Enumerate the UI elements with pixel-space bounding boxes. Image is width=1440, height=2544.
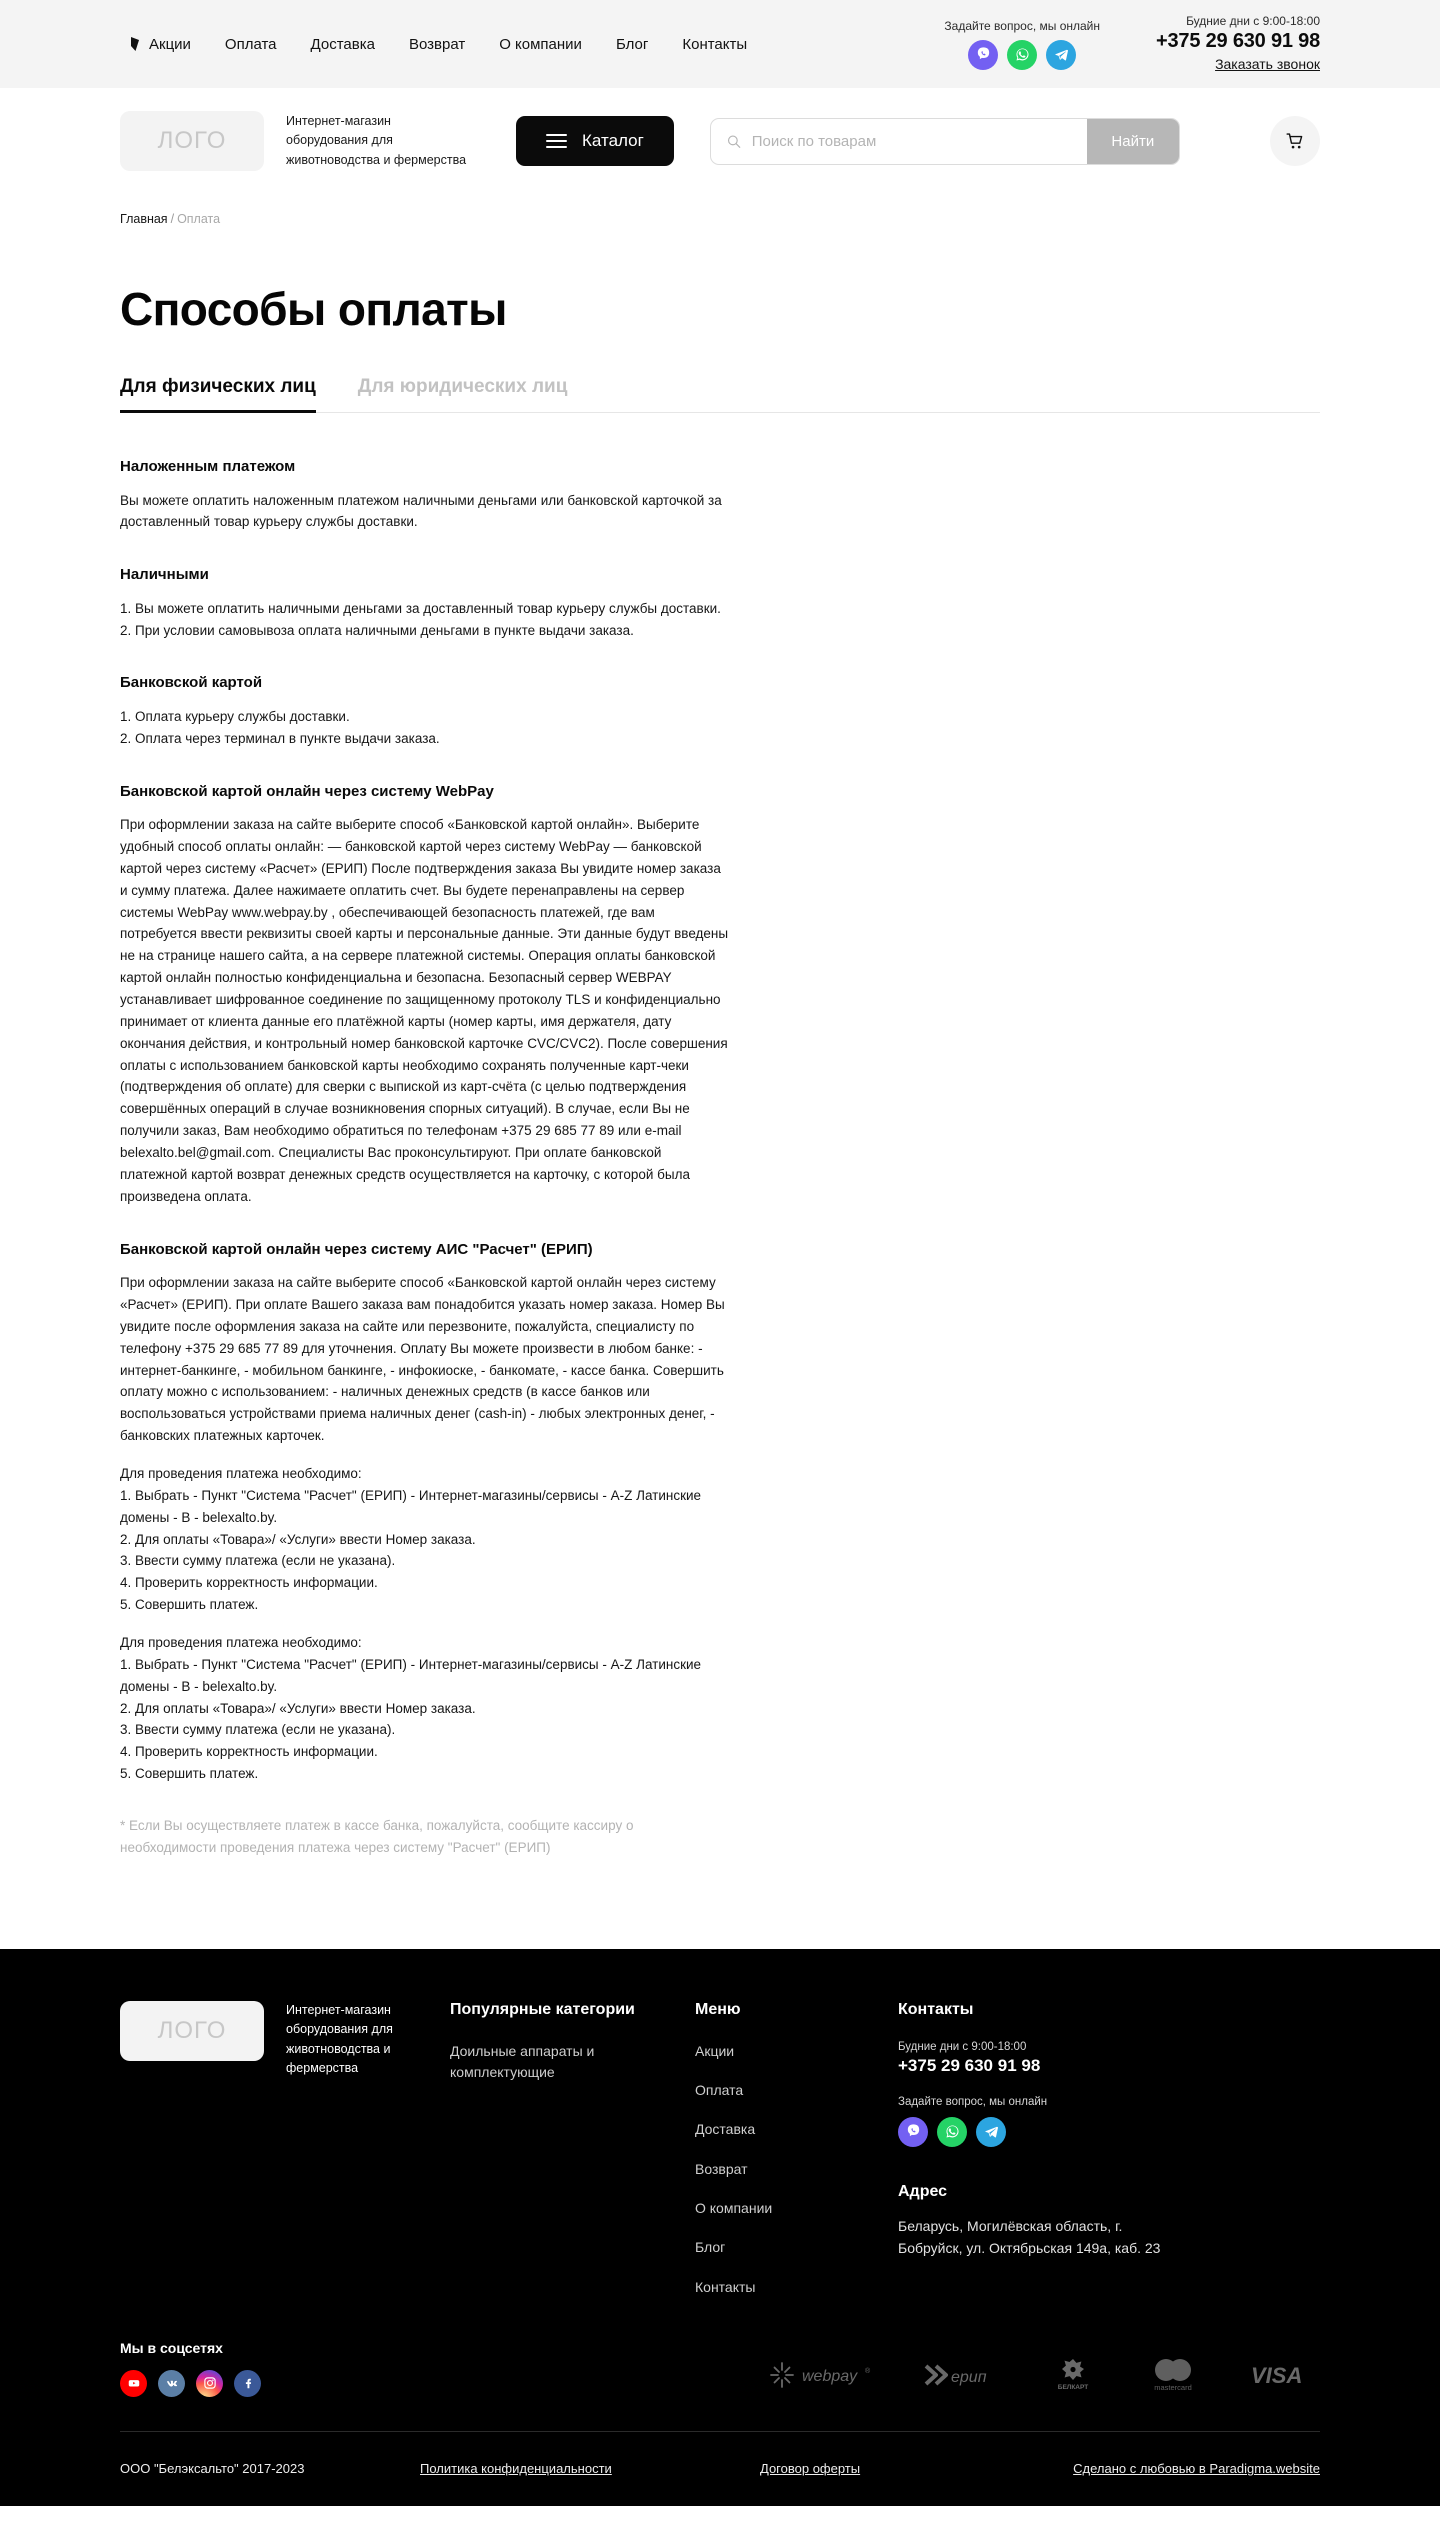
footer-privacy-wrap bbox=[420, 2461, 760, 2476]
search-field bbox=[711, 119, 1087, 164]
footer-bottom-bar bbox=[120, 2432, 1320, 2506]
svg-text:mastercard: mastercard bbox=[1154, 2382, 1192, 2392]
logo[interactable]: ЛОГО bbox=[120, 111, 264, 171]
nav-item-return[interactable]: Возврат bbox=[408, 35, 466, 53]
section-title-card: Банковской картой bbox=[120, 674, 263, 692]
section-text-webpay: При оформлении заказа на сайте выберите способ «Банковской картой онлайн». Выберите удобный способ оплаты онлайн: — банковской картой через систему WebPay — банковской картой через систему «Расчет» (ЕРИП) После подтверждения заказа Вы увидите номер заказа и сумму платежа. Далее нажимаете оплатить счет. Вы будете перенаправлены на сервер системы WebPay www.webpay.by , обеспечивающей безопасность платежей, где вам потребуется ввести реквизиты своей карты и персональные данные. Эти данные будут введены не на странице нашего сайта, а на сервере платежной системы. Операция оплаты банковской картой онлайн полностью конфиденциальна и безопасна. Безопасный сервер WEBPAY устанавливает шифрованное соединение по защищенному протоколу TLS и конфиденциально принимает от клиента данные его платёжной карты (номер карты, имя держателя, дату окончания действия, и контрольный номер банковской карточке CVC/CVC2). После совершения оплаты с использованием банковской карты необходимо сохранять полученные карт-чеки (подтверждения об оплате) для сверки с выпиской из карт-счёта (с целью подтверждения совершённых операций в случае возникновения спорных ситуаций). В случае, если Вы не получили заказ, Вам необходимо обратиться по телефонам +375 29 685 77 89 или e-mail belexalto.bel@gmail.com. Специалисты Вас проконсультируют. При оплате банковской платежной картой возврат денежных средств осуществляется на карточку, с которой была произведена оплата. bbox=[120, 817, 729, 1204]
site-header bbox=[0, 88, 1440, 194]
footer-contacts-heading: Контакты bbox=[898, 2000, 974, 2018]
messenger-buttons bbox=[944, 40, 1100, 70]
footer-messenger-buttons bbox=[898, 2117, 1188, 2147]
section-note-erip: * Если Вы осуществляете платеж в кассе банка, пожалуйста, сообщите кассиру о необходимости проведения платежа через систему "Расчет" (ЕРИП) bbox=[120, 1818, 634, 1855]
footer-brand bbox=[120, 2001, 450, 2316]
phone-block bbox=[1156, 14, 1320, 74]
footer-menu-column bbox=[695, 2001, 898, 2316]
footer-telegram-button[interactable] bbox=[976, 2117, 1006, 2147]
search-icon bbox=[727, 134, 741, 149]
footer-offer-wrap bbox=[760, 2461, 1000, 2476]
nav-item-payment[interactable]: Оплата bbox=[224, 35, 277, 53]
main-content bbox=[0, 194, 1440, 1949]
section-text-cod: Вы можете оплатить наложенным платежом наличными деньгами или банковской карточкой за доставленный товар курьеру службы доставки. bbox=[120, 492, 722, 530]
webpay-logo bbox=[766, 2360, 876, 2390]
visa-logo bbox=[1250, 2362, 1320, 2388]
topbar bbox=[0, 0, 1440, 88]
cart-icon bbox=[1285, 131, 1306, 152]
facebook-icon bbox=[241, 2376, 255, 2390]
payment-methods-content bbox=[120, 413, 732, 1859]
footer-social-links bbox=[120, 2370, 261, 2397]
section-text-card: 1. Оплата курьеру службы доставки. 2. Оплата через терминал в пункте выдачи заказа. bbox=[120, 708, 440, 746]
instagram-button[interactable] bbox=[196, 2370, 223, 2397]
mastercard-logo bbox=[1144, 2357, 1202, 2393]
tab-legal-entities[interactable]: Для юридических лиц bbox=[358, 376, 568, 412]
nav-item-blog[interactable]: Блог bbox=[615, 35, 649, 53]
viber-icon bbox=[975, 46, 992, 63]
footer-categories-heading: Популярные категории bbox=[450, 2000, 635, 2018]
footer-phone-link[interactable]: +375 29 630 91 98 bbox=[898, 2055, 1041, 2075]
tag-icon bbox=[130, 37, 142, 51]
footer-menu-item-payment[interactable]: Оплата bbox=[695, 2082, 744, 2099]
catalog-button[interactable] bbox=[516, 116, 674, 166]
nav-item-contacts[interactable]: Контакты bbox=[682, 35, 748, 53]
catalog-button-label: Каталог bbox=[582, 131, 644, 150]
footer-categories-column bbox=[450, 2001, 695, 2316]
footer-whatsapp-button[interactable] bbox=[937, 2117, 967, 2147]
footer-tagline: Интернет-магазин оборудования для животноводства и фермерства bbox=[286, 2002, 393, 2075]
phone-link[interactable]: +375 29 630 91 98 bbox=[1156, 30, 1320, 52]
svg-text:VISA: VISA bbox=[1251, 2362, 1303, 2388]
section-steps-erip-2: Для проведения платежа необходимо: 1. Выбрать - Пункт "Система "Расчет" (ЕРИП) - Интернет-магазины/сервисы - A-Z Латинские домены - B - belexalto.by. 2. Для оплаты «Товара»/ «Услуги» ввести Номер заказа. 3. Ввести сумму платежа (если не указана). 4. Проверить корректность информации. 5. Совершить платеж. bbox=[120, 1635, 702, 1782]
youtube-button[interactable] bbox=[120, 2370, 147, 2397]
nav-item-about[interactable]: О компании bbox=[499, 35, 582, 53]
erip-logo-icon bbox=[924, 2362, 1002, 2388]
telegram-icon bbox=[983, 2123, 1000, 2140]
tab-individuals[interactable]: Для физических лиц bbox=[120, 376, 316, 412]
callback-link[interactable]: Заказать звонок bbox=[1215, 56, 1320, 72]
footer-social-heading: Мы в соцсетях bbox=[120, 2339, 223, 2356]
ask-block bbox=[944, 19, 1100, 70]
footer-privacy-link[interactable]: Политика конфиденциальности bbox=[420, 2461, 612, 2477]
footer-address: Беларусь, Могилёвская область, г. Бобруйск, ул. Октябрьская 149а, каб. 23 bbox=[898, 2217, 1161, 2257]
footer-ask-label: Задайте вопрос, мы онлайн bbox=[898, 2095, 1048, 2108]
footer-madeby-wrap bbox=[1073, 2461, 1320, 2476]
belkart-logo bbox=[1050, 2358, 1096, 2392]
payment-logos bbox=[766, 2357, 1320, 2397]
belkart-logo-icon bbox=[1050, 2358, 1096, 2392]
section-title-cash: Наличными bbox=[120, 566, 209, 584]
section-text-erip: При оформлении заказа на сайте выберите способ «Банковской картой онлайн через систему «Расчет» (ЕРИП). При оплате Вашего заказа вам понадобится указать номер заказа. Номер Вы увидите после оформления заказа на сайте или перезвоните, пожалуйста, специалисту по телефону +375 29 685 77 89 для уточнения. Оплату Вы можете произвести в любом банке: - интернет-банкинге, - мобильном банкинге, - инфокиоске, - банкомате, - кассе банка. Совершить оплату можно с использованием: - наличных денежных средств (в кассе банков или воспользоваться устройствами приема наличных денег (cash-in) - любых электронных денег, - банковских платежных карточек. bbox=[120, 1275, 725, 1444]
footer-menu-item-about[interactable]: О компании bbox=[695, 2199, 773, 2216]
whatsapp-icon bbox=[944, 2123, 961, 2140]
breadcrumb-current: Оплата bbox=[177, 212, 221, 226]
nav-item-promo[interactable] bbox=[130, 36, 191, 53]
instagram-icon bbox=[203, 2376, 217, 2390]
mastercard-logo-icon bbox=[1144, 2357, 1202, 2393]
svg-text:webpay: webpay bbox=[802, 2367, 858, 2385]
visa-logo-icon bbox=[1250, 2362, 1320, 2388]
header-tagline: Интернет-магазин оборудования для животноводства и фермерства bbox=[286, 113, 467, 167]
footer-category-link[interactable]: Доильные аппараты и комплектующие bbox=[450, 2042, 595, 2080]
search-submit-button[interactable]: Найти bbox=[1087, 119, 1179, 164]
vk-button[interactable] bbox=[158, 2370, 185, 2397]
telegram-icon bbox=[1053, 46, 1070, 63]
footer-menu-item-contacts[interactable]: Контакты bbox=[695, 2278, 756, 2295]
footer-working-hours: Будние дни с 9:00-18:00 bbox=[898, 2040, 1027, 2053]
footer-menu-item-blog[interactable]: Блог bbox=[695, 2239, 726, 2256]
viber-icon bbox=[905, 2123, 922, 2140]
footer-logo[interactable]: ЛОГО bbox=[120, 2001, 264, 2061]
youtube-icon bbox=[127, 2376, 141, 2390]
facebook-button[interactable] bbox=[234, 2370, 261, 2397]
nav-item-promo-label: Акции bbox=[149, 35, 191, 53]
top-navigation bbox=[130, 36, 747, 53]
section-steps-erip-1: Для проведения платежа необходимо: 1. Выбрать - Пункт "Система "Расчет" (ЕРИП) - Интернет-магазины/сервисы - A-Z Латинские домены - B - belexalto.by. 2. Для оплаты «Товара»/ «Услуги» ввести Номер заказа. 3. Ввести сумму платежа (если не указана). 4. Проверить корректность информации. 5. Совершить платеж. bbox=[120, 1466, 702, 1613]
whatsapp-icon bbox=[1014, 46, 1031, 63]
vk-icon bbox=[164, 2376, 179, 2391]
whatsapp-button[interactable] bbox=[1007, 40, 1037, 70]
viber-button[interactable] bbox=[968, 40, 998, 70]
section-title-webpay: Банковской картой онлайн через систему WebPay bbox=[120, 782, 494, 800]
svg-text:ерип: ерип bbox=[951, 2368, 987, 2386]
footer-viber-button[interactable] bbox=[898, 2117, 928, 2147]
breadcrumb-home[interactable]: Главная bbox=[120, 212, 168, 226]
ask-label: Задайте вопрос, мы онлайн bbox=[944, 18, 1101, 33]
footer-menu-heading: Меню bbox=[695, 2000, 741, 2018]
section-title-cod: Наложенным платежом bbox=[120, 458, 296, 475]
telegram-button[interactable] bbox=[1046, 40, 1076, 70]
search-input[interactable] bbox=[752, 133, 1071, 150]
topbar-right bbox=[944, 0, 1320, 88]
cart-button[interactable] bbox=[1270, 116, 1320, 166]
footer-madeby-link[interactable]: Сделано с любовью в Paradigma.website bbox=[1073, 2461, 1320, 2477]
breadcrumb-separator: / bbox=[170, 212, 175, 226]
working-hours: Будние дни с 9:00-18:00 bbox=[1186, 14, 1320, 28]
svg-text:БЕЛКАРТ: БЕЛКАРТ bbox=[1057, 2383, 1089, 2391]
nav-item-delivery[interactable]: Доставка bbox=[310, 35, 375, 53]
footer-offer-link[interactable]: Договор оферты bbox=[760, 2461, 861, 2477]
footer-social-block bbox=[120, 2340, 261, 2397]
breadcrumb bbox=[120, 212, 1320, 236]
footer-menu-item-delivery[interactable]: Доставка bbox=[695, 2121, 756, 2138]
footer-address-heading: Адрес bbox=[898, 2182, 948, 2200]
webpay-logo-icon bbox=[766, 2360, 876, 2390]
section-text-cash: 1. Вы можете оплатить наличными деньгами за доставленный товар курьеру службы доставки. 2. При условии самовывоза оплата наличными деньгами в пункте выдачи заказа. bbox=[120, 600, 721, 638]
footer-copyright: ООО "Белэксальто" 2017-2023 bbox=[120, 2461, 305, 2477]
tabs bbox=[120, 376, 1320, 413]
footer-contacts-column bbox=[898, 2001, 1188, 2316]
section-title-erip: Банковской картой онлайн через систему АИС "Расчет" (ЕРИП) bbox=[120, 1240, 593, 1258]
page-title: Способы оплаты bbox=[120, 283, 507, 335]
erip-logo bbox=[924, 2362, 1002, 2388]
site-footer bbox=[0, 1949, 1440, 2506]
footer-menu-item-promo[interactable]: Акции bbox=[695, 2042, 735, 2059]
search-bar bbox=[710, 118, 1180, 165]
footer-menu-item-return[interactable]: Возврат bbox=[695, 2160, 748, 2177]
hamburger-icon bbox=[546, 134, 567, 148]
svg-text:®: ® bbox=[865, 2367, 871, 2375]
